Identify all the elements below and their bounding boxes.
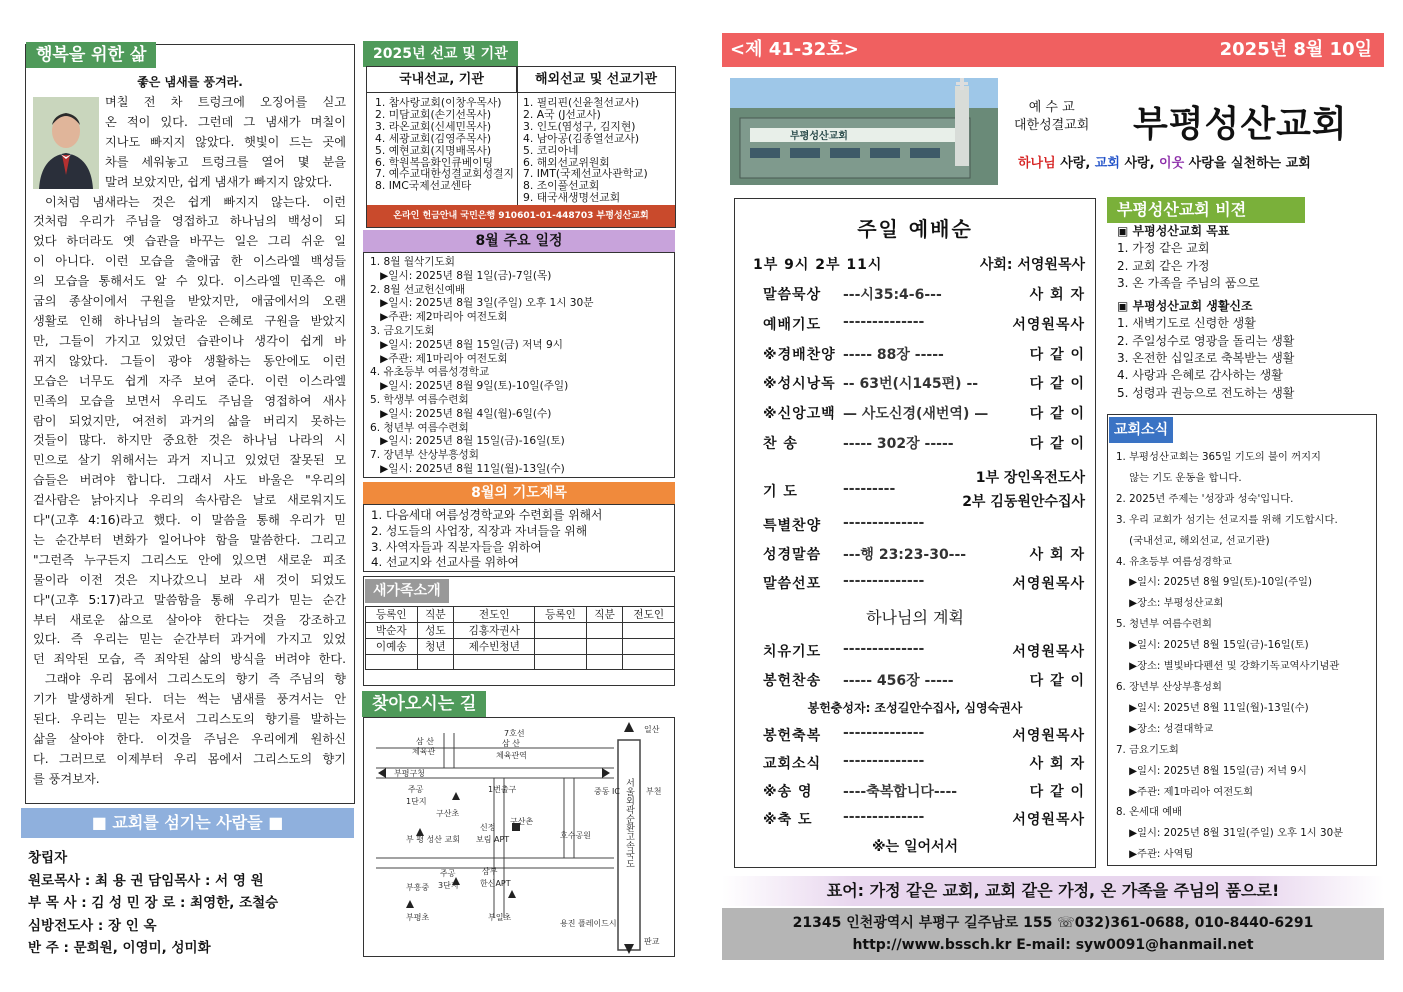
worship-row (735, 515, 1095, 541)
news-line: (국내선교, 해외선교, 선교기관) (1116, 534, 1270, 547)
worship-prayer-2: 2부 김동원안수집사 (962, 494, 1085, 510)
essay-line: 다"(고후 4:16)라고 했다. 이 말씀을 통해 우리가 믿 (33, 513, 346, 528)
foreign-mission-list (523, 97, 648, 204)
worship-detail: -------------- (843, 809, 925, 825)
worship-row (735, 544, 1095, 570)
denomination (1014, 99, 1089, 135)
worship-row (735, 373, 1095, 399)
essay-line: 다"(고후 5:17)라고 말씀함을 통해 우리가 믿는 순간 (33, 592, 346, 607)
staff-row: 반 주 : 문희원, 이영미, 성미화 (28, 940, 211, 956)
essay-line: 람이 되었지만, 여전히 과거의 삶을 버리지 못하는 (33, 413, 346, 428)
map-gusan-school: 구산초 (436, 809, 460, 818)
prayer-line: 3. 사역자들과 직분자들을 위하여 (371, 539, 542, 554)
worship-person: 서영원목사 (1012, 644, 1085, 660)
vision-goal-head: ▣ 부평성산교회 목표 (1117, 224, 1230, 238)
essay-line: 습들은 버려야 합니다. 그래서 사도 바울은 "우리의 (33, 473, 346, 488)
prayer-line: 2. 성도들의 사업장, 직장과 자녀들을 위해 (371, 523, 588, 538)
domestic-mission-item: 6. 학원복음화인큐베이팅 (375, 156, 494, 169)
new-family-cell: 김홍자권사 (454, 623, 535, 639)
schedule-line: 5. 학생부 여름수련회 (370, 393, 469, 406)
worship-row (735, 314, 1095, 340)
issue-date: 2025년 8월 10일 (1219, 39, 1372, 60)
church-news-title: 교회소식 (1109, 417, 1173, 443)
vision-creed: 5. 성령과 권능으로 전도하는 생활 (1117, 385, 1295, 400)
vision-goal: 3. 온 가족을 주님의 품으로 (1117, 275, 1260, 290)
new-family-cell: 박순자 (366, 623, 418, 639)
map-buheungjung: 부흥중 (406, 883, 430, 892)
worship-row (735, 573, 1095, 599)
worship-detail: --------- (843, 481, 896, 497)
essay-line: 지나도 빠지지 않았다. 햇빛이 드는 곳에 (105, 134, 346, 149)
schedule-line: ▶일시: 2025년 8월 9일(토)-10일(주일) (370, 380, 569, 393)
map-bucheon: 부천 (646, 787, 662, 796)
essay-line: 물이라 이전 것은 지나갔으니 보라 새 것이 되었도 (33, 572, 346, 587)
essay-line: 이 아니다. 이런 모습을 출애굽 한 이스라엘 백성들 (33, 254, 346, 269)
vision-creed: 2. 주일성수로 영광을 돌리는 생활 (1117, 333, 1295, 348)
foreign-mission-item: 1. 필리핀(신윤철선교사) (523, 97, 640, 109)
worship-person: 다 같 이 (1029, 673, 1085, 689)
schedule-line: 7. 장년부 산상부흥성회 (370, 449, 479, 462)
new-family-cell (366, 655, 418, 670)
essay-line: 삶을 살아야 한다. 이것을 주님은 우리에게 원하신 (33, 732, 346, 746)
footer-address: 21345 인천광역시 부평구 길주남로 155 ☏032)361-0688, 010-8440-6291 (792, 915, 1314, 931)
news-line: ▶일시: 2025년 8월 15일(금)-16일(토) (1116, 639, 1309, 652)
map-jungdong-ic: 중동 IC (594, 787, 620, 796)
worship-person: 사 회 자 (1029, 756, 1085, 772)
worship-item: ※성시낭독 (763, 376, 836, 392)
news-line: ▶장소: 부평성산교회 (1116, 597, 1224, 610)
map-samsan1: 삼 산 (416, 737, 434, 746)
footer-web: http://www.bssch.kr E-mail: syw0091@hanmail.net (852, 937, 1254, 953)
essay-line: 를 풍겨보자. (33, 771, 100, 786)
essay-line: 었다 하더라도 옛 습관을 바꾸는 일은 그리 쉬운 일 (33, 234, 346, 249)
worship-person: 서영원목사 (1012, 317, 1085, 333)
worship-item: 말씀묵상 (763, 287, 822, 303)
domestic-mission-item: 1. 참사랑교회(이창우목사) (375, 97, 502, 109)
church-photo (730, 78, 998, 185)
map-samsan2: 삼 산 (502, 739, 520, 748)
essay-line: 민으로 살기 위해서는 과거 지니고 있었던 잘못된 모 (33, 453, 346, 468)
schedule-list (370, 256, 594, 477)
worship-detail: -------------- (843, 314, 925, 330)
worship-item: 교회소식 (763, 756, 822, 772)
new-family-cell (417, 655, 454, 670)
new-family-header: 전도인 (454, 607, 535, 623)
worship-row (735, 809, 1095, 835)
essay-line: 것처럼 우리가 주님을 영접하고 하나님의 백성이 되 (33, 214, 346, 229)
map-danji1: 1단지 (406, 797, 427, 806)
worship-prayer-1: 1부 장인옥전도사 (975, 470, 1085, 486)
worship-detail: ----축복합니다---- (843, 784, 958, 800)
vision-title: 부평성산교회 비젼 (1107, 197, 1305, 223)
vision-creed: 4. 사랑과 은혜로 감사하는 생활 (1117, 368, 1283, 383)
news-line: ▶일시: 2025년 8월 9일(토)-10일(주일) (1116, 576, 1313, 589)
domestic-mission-head: 국내선교, 기관 (367, 67, 517, 93)
new-family-cell (535, 655, 587, 670)
schedule-line: 2. 8월 선교헌신예배 (370, 283, 466, 296)
new-family-cell (623, 655, 675, 670)
staff-list (28, 847, 358, 960)
essay-line: 민족의 모습을 보면서 우리도 주님을 영접하여 새사 (33, 393, 346, 408)
worship-times: 1부 9시 2부 11시 (753, 257, 883, 273)
mission-title: 2025년 선교 및 기관 (363, 41, 518, 67)
schedule-line: ▶일시: 2025년 8월 4일(월)-6일(수) (370, 407, 552, 420)
motto-church: 교회 (1094, 156, 1120, 171)
foreign-mission-item: 8. 조이풀선교회 (523, 180, 600, 193)
map-banghwa: 용진 플레이드시 (560, 919, 617, 928)
map-buil-ele: 부일초 (488, 913, 512, 922)
essay-line: 말려 보았지만, 쉽게 냄새가 빠지지 않았다. (105, 174, 333, 189)
worship-row (735, 641, 1095, 667)
worship-person: 다 같 이 (1029, 376, 1085, 392)
schedule-line: 1. 8월 월삭기도회 (370, 256, 455, 268)
worship-detail: ----- 456장 ----- (843, 673, 954, 689)
essay-line: 된다. 우리는 믿는 자로서 그리스도의 향기를 발하는 (33, 712, 346, 727)
worship-item: ※송 영 (763, 784, 813, 800)
new-family-cell (454, 655, 535, 670)
news-line: ▶주관: 사역팀 (1116, 848, 1194, 861)
worship-person: 서영원목사 (1012, 728, 1085, 744)
new-family-cell: 제수빈청년 (454, 639, 535, 655)
map-gusan-intersect: 구산촌 (510, 817, 534, 826)
offering-note: 봉헌충성자: 조성길안수집사, 심영숙권사 (807, 701, 1023, 715)
schedule-line: ▶주관: 제1마리아 여전도회 (370, 352, 508, 365)
map-bupyeong-ele: 부평초 (406, 913, 430, 922)
essay-line: 며칠 전 차 트렁크에 오징어를 싣고 (105, 95, 346, 109)
schedule-line: 4. 유초등부 여름성경학교 (370, 366, 490, 379)
map-hosu-park: 호수공원 (560, 831, 591, 840)
foreign-mission-item: 6. 해외선교위원회 (523, 156, 610, 169)
map-title: 찾아오시는 길 (362, 691, 486, 717)
worship-item: 예배기도 (763, 317, 822, 333)
domestic-mission-item: 2. 미담교회(손기선목사) (375, 108, 492, 121)
domestic-mission-item: 7. 예수교대한성결교회성결지 (375, 168, 514, 181)
sermon-title: 하나님의 계획 (866, 608, 964, 627)
worship-detail: ----- 302장 ----- (843, 436, 954, 452)
footer (722, 908, 1384, 960)
denomination-line1: 예 수 교 (1028, 100, 1075, 115)
foreign-mission-item: 9. 태국새생명선교회 (523, 192, 621, 205)
new-family-header: 전도인 (623, 607, 675, 623)
staff-heading: ■ 교회를 섬기는 사람들 ■ (21, 808, 354, 838)
worship-detail: -------------- (843, 753, 925, 769)
new-family-cell: 청년 (417, 639, 454, 655)
map-bupyeong-gu: 부평구청 (394, 769, 425, 778)
essay-line: 굽의 종살이에서 구원을 받았지만, 애굽에서의 오랜 (33, 294, 346, 309)
photo-sign: 부평성산교회 (790, 131, 848, 142)
worship-person: 다 같 이 (1029, 784, 1085, 800)
essay-subtitle: 좋은 냄새를 풍겨라. (137, 75, 243, 89)
news-line: ▶일시: 2025년 8월 31일(주일) 오후 1시 30분 (1116, 827, 1344, 840)
worship-person: 다 같 이 (1029, 436, 1085, 452)
essay-line: 던 죄악된 모습, 즉 죄악된 삶의 방식을 버려야 한다. (33, 652, 346, 667)
map-gym-station: 체육관역 (496, 751, 527, 760)
map-gym1: 체육관 (412, 747, 436, 756)
news-line: 8. 온세대 예배 (1116, 806, 1183, 819)
prayer-line: 1. 다음세대 여름성경학교와 수련회를 위해서 (371, 508, 603, 522)
worship-item: 봉헌찬송 (763, 673, 822, 689)
new-family-cell (535, 623, 587, 639)
worship-detail: ----- 88장 ----- (843, 347, 944, 363)
essay-line: 그래야 우리 몸에서 그리스도의 향기 즉 주님의 향 (45, 672, 346, 687)
worship-detail: — 사도신경(새번역) — (843, 406, 989, 422)
news-line: 않는 기도 운동을 합니다. (1116, 471, 1242, 484)
slogan: 표어: 가정 같은 교회, 교회 같은 가정, 온 가족을 주님의 품으로! (722, 876, 1384, 906)
worship-row (735, 433, 1095, 459)
stand-note: ※는 일어서서 (871, 839, 959, 855)
church-news-box (1107, 414, 1377, 866)
worship-row (735, 403, 1095, 429)
map-line7: 7호선 (504, 729, 525, 738)
news-line: ▶일시: 2025년 8월 11일(월)-13일(수) (1116, 701, 1309, 714)
foreign-mission-item: 3. 인도(염성구, 김지현) (523, 120, 636, 133)
church-motto: 하나님 사랑, 교회 사랑, 이웃 사랑을 실천하는 교회 (1018, 156, 1311, 171)
map-jugong1: 주공 (408, 785, 424, 794)
essay-line: 뀌지 않았다. 그들이 광야 생활하는 동안에도 이런 (33, 353, 346, 368)
worship-item: 찬 송 (763, 436, 798, 452)
schedule-title: 8월 주요 일정 (363, 230, 675, 252)
schedule-line: ▶일시: 2025년 8월 15일(금) 저녁 9시 (370, 338, 563, 351)
new-family-cell (586, 655, 623, 670)
worship-item: ※경배찬양 (763, 347, 836, 363)
schedule-line: 6. 청년부 여름수련회 (370, 421, 469, 434)
prayer-box (363, 504, 675, 572)
news-line: 5. 청년부 여름수련회 (1116, 618, 1212, 631)
worship-order (734, 198, 1096, 868)
schedule-line: ▶일시: 2025년 8월 3일(주일) 오후 1시 30분 (370, 297, 594, 310)
foreign-mission-item: 2. A국 (J선교사) (523, 108, 601, 121)
domestic-mission-item: 3. 라온교회(신세민목사) (375, 120, 492, 133)
schedule-box (363, 252, 675, 478)
worship-item: 성경말씀 (763, 547, 822, 563)
worship-item: ※신앙고백 (763, 406, 836, 422)
map-borim: 보림 APT (476, 835, 510, 844)
news-line: ▶장소: 성결대학교 (1116, 722, 1214, 735)
foreign-mission-item: 5. 코리아네 (523, 144, 579, 157)
schedule-line: ▶주관: 제2마리아 여전도회 (370, 311, 508, 324)
staff-row: 심방전도사 : 장 인 옥 (28, 917, 157, 934)
worship-person: 서영원목사 (1012, 576, 1085, 592)
domestic-mission-item: 4. 세광교회(김영주목사) (375, 132, 492, 145)
essay-line: 것들이 많다. 하지만 중요한 것은 하나님 나라의 시 (33, 433, 346, 448)
prayer-line: 4. 선교지와 선교사를 위하여 (371, 555, 519, 570)
new-family-cell (535, 639, 587, 655)
worship-person: 서영원목사 (1012, 812, 1085, 828)
essay-line: "그런즉 누구든지 그리스도 안에 있으면 새로운 피조 (33, 552, 346, 567)
foreign-mission-item: 4. 남아공(김종열선교사) (523, 132, 640, 145)
new-family-cell (586, 639, 623, 655)
motto-god: 하나님 (1018, 156, 1056, 171)
map-jugong3: 주공 (440, 869, 456, 878)
worship-detail: -- 63번(시145편) -- (843, 376, 979, 392)
worship-row (735, 725, 1095, 751)
worship-item: 말씀선포 (763, 576, 822, 592)
domestic-mission-list (375, 97, 514, 192)
pastor-photo (33, 97, 99, 189)
new-family-header: 직분 (586, 607, 623, 623)
foreign-mission-head: 해외선교 및 선교기관 (517, 67, 675, 93)
essay-line: 겉사람은 낡아지나 우리의 속사람은 날로 새로워지도 (33, 493, 346, 508)
schedule-line: ▶일시: 2025년 8월 15일(금)-16일(토) (370, 435, 565, 448)
worship-title: 주일 예배순 (857, 217, 973, 241)
new-family-header: 등록인 (366, 607, 418, 623)
vision-list (1107, 220, 1377, 402)
essay-line: 모습은 너무도 쉽게 자주 보여 준다. 이런 이스라엘 (33, 373, 346, 388)
denomination-line2: 대한성결교회 (1014, 118, 1090, 133)
news-line: 2. 2025년 주제는 '성장과 성숙'입니다. (1116, 492, 1294, 505)
worship-item: ※축 도 (763, 812, 813, 828)
map-exit1: 1번출구 (488, 785, 517, 794)
news-line: ▶일시: 2025년 8월 15일(금) 저녁 9시 (1116, 764, 1307, 777)
essay-line: 생활로 인해 하나님의 놀라운 은혜로 구원을 받았지 (33, 313, 346, 328)
vision-goal: 1. 가정 같은 교회 (1117, 241, 1210, 256)
worship-row-prayer (735, 471, 1095, 517)
worship-row (735, 753, 1095, 779)
essay-body (33, 93, 346, 790)
staff-row: 창립자 (28, 850, 68, 866)
map-church: 부 평 성산 교회 (406, 835, 460, 844)
news-line: 3. 우리 교회가 섬기는 선교지를 위해 기도합시다. (1116, 513, 1338, 526)
news-line: ▶주관: 제1마리아 여전도회 (1116, 785, 1254, 798)
new-family-cell (623, 623, 675, 639)
staff-row: 원로목사 : 최 용 권 담임목사 : 서 영 원 (28, 872, 264, 889)
essay-line: 이처럼 냄새라는 것은 쉽게 빠지지 않는다. 이런 (45, 194, 346, 209)
motto-neighbor: 이웃 (1159, 156, 1185, 171)
news-line: ▶장소: 별빛바다펜션 및 강화기독교역사기념관 (1116, 660, 1340, 673)
offering-account: 온라인 헌금안내 국민은행 910601-01-448703 부평성산교회 (367, 205, 675, 227)
new-family-cell: 성도 (417, 623, 454, 639)
prayer-title: 8월의 기도제목 (363, 482, 675, 504)
domestic-mission-item: 5. 예현교회(지명배목사) (375, 144, 492, 157)
new-family-table (365, 606, 675, 670)
essay-line: 만, 그들이 가지고 있었던 습관이나 생각이 쉽게 바 (33, 333, 346, 348)
worship-detail: ---시35:4-6--- (843, 287, 942, 303)
essay-line: 다. 그러므로 이제부터 우리 몸에서 그리스도의 향기 (33, 751, 346, 766)
new-family-cell (623, 639, 675, 655)
new-family-cell (586, 623, 623, 639)
new-family-cell: 이예송 (366, 639, 418, 655)
worship-detail: -------------- (843, 641, 925, 657)
news-line: 6. 장년부 산상부흥성회 (1116, 680, 1222, 693)
essay-line: 의 모습을 통해서도 알 수 있다. 이스라엘 민족은 애 (33, 274, 346, 289)
map-pangyo: 판교 (644, 937, 660, 946)
church-news-list (1116, 447, 1343, 865)
schedule-line: ▶일시: 2025년 8월 1일(금)-7일(목) (370, 269, 552, 282)
schedule-line: 3. 금요기도회 (370, 324, 435, 337)
worship-row (735, 781, 1095, 807)
vision-goal: 2. 교회 같은 가정 (1117, 258, 1210, 273)
prayer-list (371, 508, 602, 571)
foreign-mission-item: 7. IMT(국제선교사관학교) (523, 168, 648, 181)
vision-creed-head: ▣ 부평성산교회 생활신조 (1117, 299, 1253, 314)
essay-line: 는 순간부터 변화가 일어나야 함을 말씀한다. 그리고 (33, 532, 346, 547)
worship-detail: ---행 23:23-30--- (843, 547, 967, 563)
issue-number: <제 41-32호> (730, 39, 859, 60)
news-line: 7. 금요기도회 (1116, 743, 1179, 756)
essay-line: 있다. 즉 우리는 믿는 순간부터 과거에 가지고 있었 (33, 632, 346, 647)
schedule-line: ▶일시: 2025년 8월 11일(월)-13일(수) (370, 462, 565, 475)
worship-item: 기 도 (763, 484, 798, 500)
essay-line: 온 적이 있다. 그런데 그 냄새가 며칠이 (105, 114, 346, 129)
map-ilsan: 일산 (644, 725, 660, 734)
vision-creed: 1. 새벽기도로 신령한 생활 (1117, 316, 1256, 331)
map-sinjeong: 신정 (480, 823, 496, 832)
essay-line: 부터 새로운 삶으로 살아야 한다는 것을 강조하고 (33, 612, 346, 627)
worship-row (735, 670, 1095, 696)
map-danji3: 3단지 (438, 881, 459, 890)
new-family-title: 새가족소개 (365, 579, 449, 603)
essay-line: 기가 발생하게 된다. 더는 썩는 냄새를 풍겨서는 안 (33, 692, 346, 707)
worship-person: 다 같 이 (1029, 406, 1085, 422)
church-name: 부평성산교회 (1133, 104, 1348, 145)
issue-header (722, 33, 1384, 67)
map-expressway: 서울외곽순환고속국도 (624, 778, 634, 868)
worship-row (735, 344, 1095, 370)
worship-detail: -------------- (843, 515, 925, 531)
news-line: 1. 부평성산교회는 365일 기도의 불이 꺼지지 (1116, 451, 1321, 463)
vision-creed: 3. 온전한 십일조로 축복받는 생활 (1117, 351, 1295, 366)
domestic-mission-item: 8. IMC국제선교센타 (375, 180, 472, 193)
worship-person: 사 회 자 (1029, 547, 1085, 563)
essay-title: 행복을 위한 삶 (26, 42, 156, 68)
worship-detail: -------------- (843, 573, 925, 589)
worship-item: 특별찬양 (763, 518, 822, 534)
staff-row: 부 목 사 : 김 성 민 장 로 : 최영한, 조철승 (28, 895, 279, 911)
mission-box (366, 66, 676, 228)
worship-item: 치유기도 (763, 644, 822, 660)
essay-line: 차를 세워놓고 트렁크를 열어 몇 분을 (105, 154, 346, 169)
worship-detail: -------------- (843, 725, 925, 741)
worship-person: 다 같 이 (1029, 347, 1085, 363)
directions-map (363, 717, 675, 957)
worship-row (735, 284, 1095, 310)
worship-person: 사 회 자 (1029, 287, 1085, 303)
new-family-header: 등록인 (535, 607, 587, 623)
map-hansin: 한신APT (480, 879, 511, 888)
map-sambu: 삼부 (482, 867, 498, 876)
worship-item: 봉헌축복 (763, 728, 822, 744)
news-line: 4. 유초등부 여름성경학교 (1116, 555, 1232, 568)
new-family-header: 직분 (417, 607, 454, 623)
essay-box (25, 44, 355, 804)
worship-leader: 사회: 서영원목사 (979, 257, 1085, 273)
